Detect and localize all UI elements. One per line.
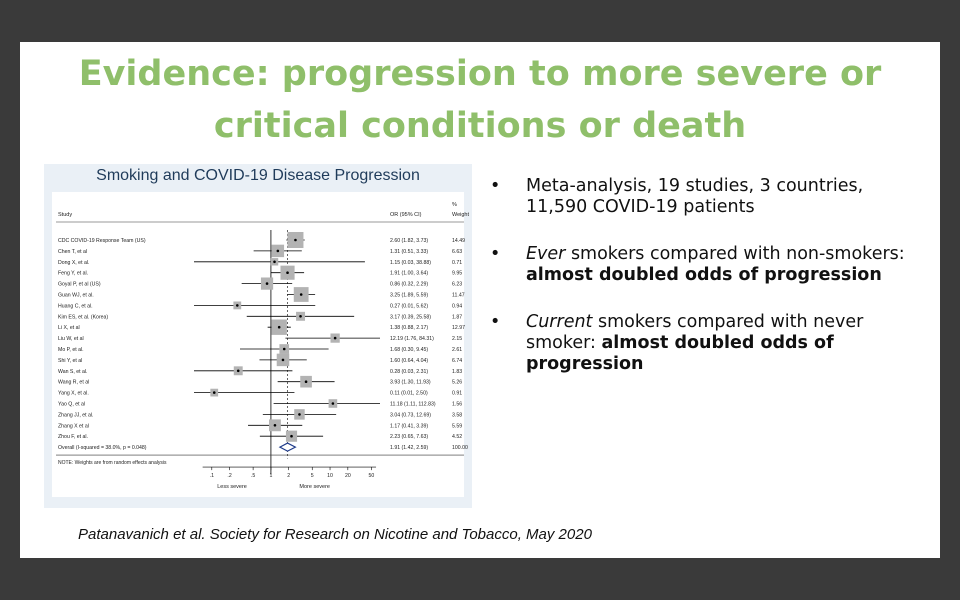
point-estimate bbox=[266, 282, 269, 285]
x-tick-label: 50 bbox=[368, 473, 375, 480]
weight-text: 0.71 bbox=[452, 259, 463, 266]
or-ci-text: 3.17 (0.39, 25.58) bbox=[390, 314, 431, 321]
x-tick-label: 5 bbox=[310, 473, 314, 480]
or-ci-text: 2.60 (1.82, 3.73) bbox=[390, 238, 429, 244]
weight-text: 6.23 bbox=[452, 281, 463, 288]
study-label: Shi Y, et al bbox=[58, 357, 83, 364]
study-label: Li X, et al bbox=[58, 325, 80, 332]
point-estimate bbox=[294, 239, 297, 242]
overall-weight-text: 100.00 bbox=[452, 445, 468, 452]
header-weight: Weight bbox=[452, 212, 470, 218]
or-ci-text: 0.86 (0.32, 2.29) bbox=[390, 281, 429, 288]
point-estimate bbox=[237, 370, 240, 373]
weight-text: 1.87 bbox=[452, 314, 463, 321]
bullet-bold: almost doubled odds of progression bbox=[526, 333, 834, 374]
bullet-dot-icon: • bbox=[490, 176, 501, 196]
or-ci-text: 3.25 (1.89, 5.59) bbox=[390, 292, 429, 299]
or-ci-text: 1.15 (0.03, 38.88) bbox=[390, 259, 431, 266]
study-label: Guan WJ, et al. bbox=[58, 292, 94, 299]
x-tick-label: .2 bbox=[227, 473, 232, 480]
study-label: Liu W, et al bbox=[58, 336, 84, 343]
or-ci-text: 1.31 (0.51, 3.33) bbox=[390, 248, 429, 255]
point-estimate bbox=[283, 348, 286, 351]
x-tick-label: .1 bbox=[209, 473, 214, 480]
weight-text: 6.63 bbox=[452, 248, 463, 255]
weight-text: 12.97 bbox=[452, 325, 465, 332]
or-ci-text: 1.38 (0.88, 2.17) bbox=[390, 325, 429, 332]
header-weight-percent: % bbox=[452, 202, 457, 208]
bullet-list bbox=[488, 176, 928, 401]
bullet-italic: Ever bbox=[526, 244, 566, 264]
weight-text: 5.59 bbox=[452, 423, 463, 430]
weight-text: 5.26 bbox=[452, 379, 463, 386]
study-label: Feng Y, et al. bbox=[58, 270, 89, 277]
citation: Patanavanich et al. Society for Research on Nicotine and Tobacco, May 2020 bbox=[78, 526, 592, 543]
weight-text: 14.49 bbox=[452, 238, 465, 244]
more-severe-label: More severe bbox=[299, 484, 330, 491]
x-tick-label: 20 bbox=[344, 473, 351, 480]
or-ci-text: 1.17 (0.41, 3.39) bbox=[390, 423, 429, 430]
study-label: Yang X, et al. bbox=[58, 390, 89, 397]
slide-title-line-1: Evidence: progression to more severe or bbox=[78, 54, 882, 94]
weight-text: 1.56 bbox=[452, 401, 463, 408]
study-label: Goyal P, et al (US) bbox=[58, 281, 101, 288]
point-estimate bbox=[273, 261, 276, 264]
point-estimate bbox=[332, 402, 335, 405]
point-estimate bbox=[286, 271, 289, 274]
study-label: Zhou F, et al. bbox=[58, 434, 88, 441]
point-estimate bbox=[282, 359, 285, 362]
overall-or-ci-text: 1.91 (1.42, 2.59) bbox=[390, 445, 429, 452]
forest-plot-title: Smoking and COVID-19 Disease Progression bbox=[96, 167, 420, 184]
point-estimate bbox=[334, 337, 337, 340]
bullet-item-ever-smokers bbox=[488, 244, 928, 286]
study-label: Wang R, et al bbox=[58, 379, 90, 386]
weight-text: 0.94 bbox=[452, 303, 463, 310]
point-estimate bbox=[290, 435, 293, 438]
weight-text: 11.47 bbox=[452, 292, 465, 299]
or-ci-text: 0.11 (0.01, 2.50) bbox=[390, 390, 428, 397]
overall-diamond bbox=[280, 443, 295, 451]
point-estimate bbox=[299, 315, 302, 318]
bullet-text: Meta-analysis, 19 studies, 3 countries, 11,590 COVID-19 patients bbox=[526, 176, 864, 217]
study-label: CDC COVID-19 Response Team (US) bbox=[58, 238, 146, 244]
or-ci-text: 2.23 (0.65, 7.63) bbox=[390, 434, 429, 441]
point-estimate bbox=[236, 304, 239, 307]
point-estimate bbox=[298, 413, 301, 416]
point-estimate bbox=[300, 293, 303, 296]
less-severe-label: Less severe bbox=[217, 484, 247, 491]
point-estimate bbox=[277, 250, 280, 253]
or-ci-text: 0.28 (0.03, 2.31) bbox=[390, 368, 429, 375]
or-ci-text: 11.18 (1.11, 112.83) bbox=[390, 401, 436, 408]
overall-label: Overall (I-squared = 38.0%, p = 0.048) bbox=[58, 445, 147, 452]
weight-text: 3.58 bbox=[452, 412, 463, 419]
slide-title-line-2: critical conditions or death bbox=[213, 106, 747, 146]
bullet-text: smokers compared with never smoker: bbox=[526, 312, 864, 353]
bullet-item-current-smokers bbox=[488, 312, 928, 375]
x-tick-label: 1 bbox=[269, 473, 273, 480]
forest-plot-figure bbox=[44, 164, 472, 508]
header-or: OR (95% CI) bbox=[390, 212, 422, 218]
or-ci-text: 3.04 (0.73, 12.69) bbox=[390, 412, 431, 419]
header-study: Study bbox=[58, 212, 73, 218]
bullet-text: smokers compared with non-smokers: bbox=[565, 244, 905, 264]
study-label: Mo P, et al. bbox=[58, 347, 84, 353]
point-estimate bbox=[274, 424, 277, 427]
or-ci-text: 3.93 (1.30, 11.93) bbox=[390, 379, 431, 386]
weight-text: 0.91 bbox=[452, 390, 463, 397]
point-estimate bbox=[213, 391, 216, 394]
point-estimate bbox=[305, 380, 308, 383]
slide-title bbox=[20, 48, 940, 152]
or-ci-text: 1.60 (0.64, 4.04) bbox=[390, 357, 429, 364]
bullet-dot-icon: • bbox=[490, 312, 501, 332]
study-label: Zhang JJ, et al. bbox=[58, 412, 94, 419]
weights-note: NOTE: Weights are from random effects analysis bbox=[58, 460, 167, 467]
slide bbox=[20, 42, 940, 558]
weight-text: 2.15 bbox=[452, 336, 463, 343]
or-ci-text: 1.91 (1.00, 3.64) bbox=[390, 270, 429, 277]
x-tick-label: 10 bbox=[327, 473, 333, 480]
bullet-bold: almost doubled odds of progression bbox=[526, 265, 882, 285]
or-ci-text: 12.19 (1.76, 84.31) bbox=[390, 336, 434, 343]
study-label: Chen T, et al bbox=[58, 248, 88, 255]
x-tick-label: .5 bbox=[250, 473, 256, 480]
x-tick-label: 2 bbox=[287, 473, 291, 480]
bullet-item-meta-analysis bbox=[488, 176, 928, 218]
study-label: Wan S, et al. bbox=[58, 368, 88, 375]
bullet-dot-icon: • bbox=[490, 244, 501, 264]
forest-plot bbox=[44, 164, 472, 508]
weight-text: 9.95 bbox=[452, 270, 463, 277]
weight-text: 4.52 bbox=[452, 434, 463, 441]
study-label: Yao Q, et al bbox=[58, 401, 86, 408]
weight-text: 1.83 bbox=[452, 368, 463, 375]
study-label: Huang C, et al. bbox=[58, 303, 93, 310]
weight-text: 6.74 bbox=[452, 357, 463, 364]
weight-text: 2.61 bbox=[452, 347, 463, 353]
or-ci-text: 1.68 (0.30, 9.45) bbox=[390, 347, 429, 353]
point-estimate bbox=[278, 326, 281, 329]
study-label: Zhang X et al bbox=[58, 423, 89, 430]
or-ci-text: 0.27 (0.01, 5.62) bbox=[390, 303, 429, 310]
study-label: Dong X, et al. bbox=[58, 259, 90, 266]
bullet-italic: Current bbox=[526, 312, 593, 332]
study-label: Kim ES, et al. (Korea) bbox=[58, 314, 109, 321]
